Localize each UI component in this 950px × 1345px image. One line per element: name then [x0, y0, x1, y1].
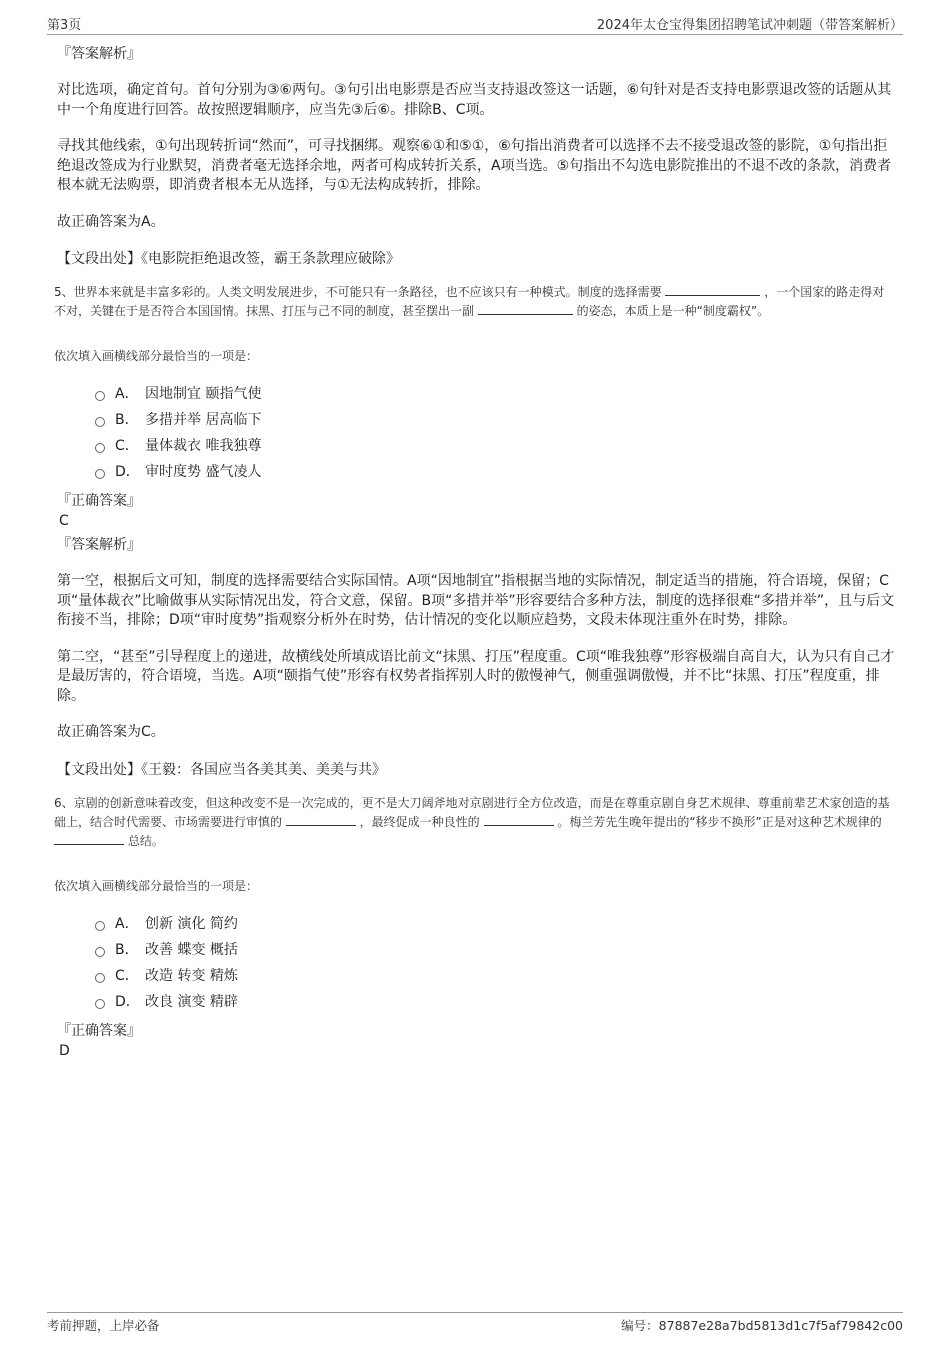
radio-icon[interactable] [95, 469, 105, 479]
option-list [95, 381, 895, 485]
radio-icon[interactable] [95, 921, 105, 931]
radio-icon[interactable] [95, 391, 105, 401]
option-list [95, 911, 895, 1015]
correct-answer-label: 『正确答案』 [57, 493, 141, 509]
fill-blank [286, 813, 356, 826]
analysis-label: 『答案解析』 [57, 46, 141, 62]
analysis-paragraph: 对比选项，确定首句。首句分别为③⑥两句。③句引出电影票是否应当支持退改签这一话题，⑥句针对是否支持电影票退改签的话题从其中一个角度进行回答。故按照逻辑顺序，应当先③后⑥。排除B、C项。 [57, 82, 892, 118]
correct-answer-label: 『正确答案』 [57, 1022, 141, 1039]
option-c[interactable]: C． 量体裁衣 唯我独尊 [95, 433, 895, 459]
correct-answer: C [59, 513, 69, 529]
fill-blank [54, 832, 124, 845]
analysis-paragraph: 第一空，根据后文可知，制度的选择需要结合实际国情。A项“因地制宜”指根据当地的实际情况，制定适当的措施，符合语境，保留；C项“量体裁衣”比喻做事从实际情况出发，符合文意，保留。B项“多措并举”形容要结合多种方法，制度的选择很难“多措并举”，且与后文衔接不当，排除；D项“审时度势”指观察分析外在时势，估计情况的变化以顺应趋势，文段未体现注重外在时势，排除。 [57, 573, 895, 628]
fill-blank [484, 813, 554, 826]
option-c[interactable]: C． 改造 转变 精炼 [95, 963, 895, 989]
document-title: 2024年太仓宝得集团招聘笔试冲刺题（带答案解析） [596, 18, 903, 33]
fill-blank [478, 302, 573, 315]
analysis-label: 『答案解析』 [57, 537, 141, 553]
option-b[interactable]: B． 改善 蝶变 概括 [95, 937, 895, 963]
page-number: 第3页 [47, 18, 82, 33]
radio-icon[interactable] [95, 417, 105, 427]
page-content [54, 44, 895, 1065]
conclusion: 故正确答案为A。 [57, 213, 165, 230]
option-d[interactable]: D． 改良 演变 精辟 [95, 989, 895, 1015]
correct-answer: D [59, 1042, 70, 1059]
analysis-paragraph: 第二空，“甚至”引导程度上的递进，故横线处所填成语比前文“抹黑、打压”程度重。C项“唯我独尊”形容极端自高自大，认为只有自己才是最厉害的，符合语境，当选。A项“颐指气使”形容有权势者指挥别人时的傲慢神气，侧重强调傲慢，并不比“抹黑、打压”程度重，排除。 [57, 648, 895, 704]
question-prompt: 依次填入画横线部分最恰当的一项是： [54, 878, 259, 893]
question-6: 6、京剧的创新意味着改变，但这种改变不是一次完成的，更不是大刀阔斧地对京剧进行全方位改造，而是在尊重京剧自身艺术规律、尊重前辈艺术家创造的基础上，结合时代需要、市场需要进行审慎的 ，最终促成一种良性的 。梅兰芳先生晚年提出的“移步不换形”正是对这种艺术规律的 总结。 [54, 795, 890, 848]
page-header [47, 14, 903, 35]
option-a[interactable]: A． 创新 演化 简约 [95, 911, 895, 937]
fill-blank [665, 283, 760, 296]
question-5: 5、世界本来就是丰富多彩的。人类文明发展进步，不可能只有一条路径，也不应该只有一种模式。制度的选择需要 ，一个国家的路走得对不对，关键在于是否符合本国国情。抹黑、打压与己不同的制度，甚至摆出一副 的姿态，本质上是一种“制度霸权”。 [54, 285, 885, 318]
source-citation: 【文段出处】《王毅：各国应当各美其美、美美与共》 [57, 761, 386, 778]
analysis-paragraph: 寻找其他线索，①句出现转折词“然而”，可寻找捆绑。观察⑥①和⑤①，⑥句指出消费者可以选择不去不接受退改签的影院，①句指出拒绝退改签成为行业默契，消费者毫无选择余地，两者可构成转折关系，A项当选。⑤句指出不勾选电影院推出的不退不改的条款，消费者根本就无法购票，即消费者根本无从选择，与①无法构成转折，排除。 [57, 138, 892, 193]
radio-icon[interactable] [95, 443, 105, 453]
option-d[interactable]: D． 审时度势 盛气凌人 [95, 459, 895, 485]
question-prompt: 依次填入画横线部分最恰当的一项是： [54, 349, 259, 363]
page-footer [47, 1312, 903, 1335]
radio-icon[interactable] [95, 947, 105, 957]
radio-icon[interactable] [95, 973, 105, 983]
source-citation: 【文段出处】《电影院拒绝退改签，霸王条款理应破除》 [57, 251, 400, 267]
conclusion: 故正确答案为C。 [57, 724, 165, 740]
document-code: 编号：87887e28a7bd5813d1c7f5af79842c00 [621, 1318, 903, 1333]
radio-icon[interactable] [95, 999, 105, 1009]
footer-slogan: 考前押题，上岸必备 [47, 1318, 160, 1333]
option-b[interactable]: B． 多措并举 居高临下 [95, 407, 895, 433]
option-a[interactable]: A． 因地制宜 颐指气使 [95, 381, 895, 407]
